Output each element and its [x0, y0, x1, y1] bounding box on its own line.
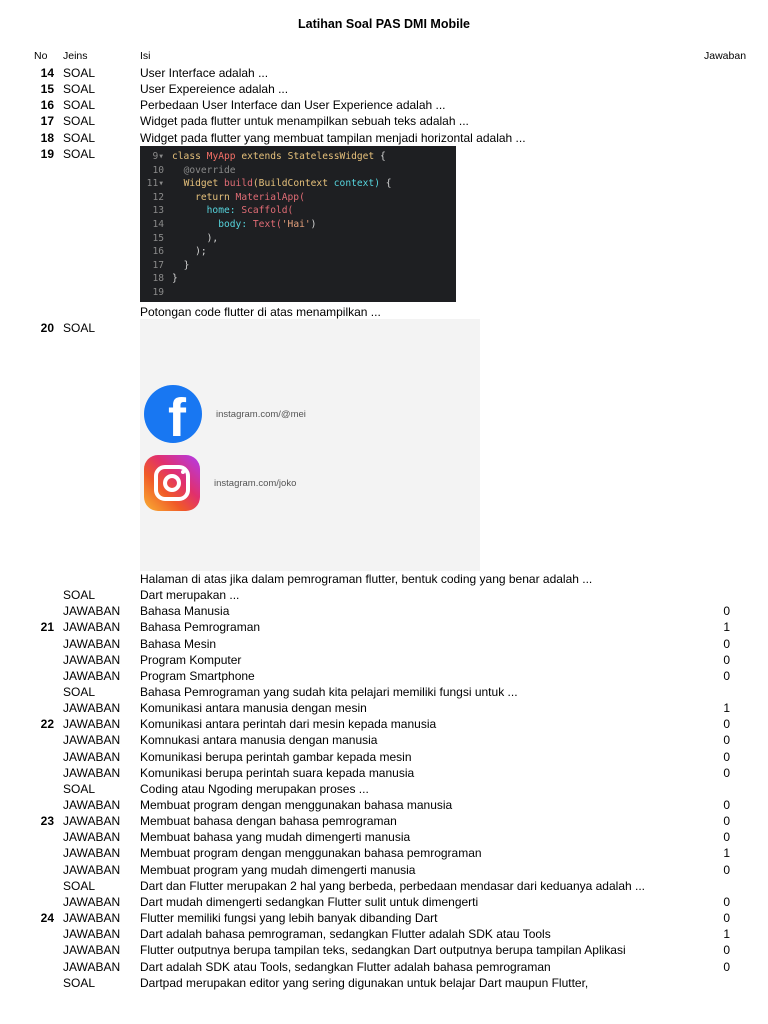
row-type: JAWABAN [63, 846, 121, 861]
row-type: SOAL [63, 131, 96, 145]
row-number: 18 [40, 131, 54, 145]
row-answer: 0 [723, 814, 730, 829]
row-answer: 0 [723, 733, 730, 748]
type-name: StatelessWidget [287, 151, 375, 162]
table-row [0, 845, 768, 861]
row-content: Membuat program yang mudah dimengerti manusia [140, 862, 416, 877]
keyword: class [172, 151, 201, 162]
row-content: Dart mudah dimengerti sedangkan Flutter sulit untuk dimengerti [140, 894, 479, 909]
row-answer: 0 [723, 765, 730, 780]
row-type: JAWABAN [63, 733, 121, 748]
line-number: 13 [152, 205, 164, 217]
instagram-entry [144, 455, 296, 511]
row-type: JAWABAN [63, 652, 121, 667]
row-type: SOAL [63, 781, 96, 796]
table-row [0, 304, 768, 320]
facebook-icon: f [144, 385, 202, 443]
string-literal: 'Hai' [281, 218, 311, 230]
row-type: JAWABAN [63, 620, 121, 635]
row-content: Bahasa Pemrograman yang sudah kita pelajari memiliki fungsi untuk ... [140, 684, 518, 699]
row-number: 15 [40, 82, 54, 96]
keyword: extends [241, 151, 282, 162]
row-answer: 0 [723, 911, 730, 925]
table-row [0, 797, 768, 813]
row-type: SOAL [63, 66, 96, 80]
row-content: Membuat bahasa yang mudah dimengerti manusia [140, 830, 411, 845]
row-content: Komunikasi berupa perintah suara kepada manusia [140, 765, 415, 780]
table-row [0, 97, 768, 113]
function-name: Scaffold( [241, 205, 294, 217]
table-row [0, 668, 768, 684]
row-answer: 0 [723, 943, 730, 958]
table-row [0, 684, 768, 700]
table-row [0, 619, 768, 635]
row-type: SOAL [63, 878, 96, 893]
row-content: Halaman di atas jika dalam pemrograman flutter, bentuk coding yang benar adalah ... [140, 572, 593, 586]
punct: { [385, 178, 392, 190]
row-content: Bahasa Manusia [140, 604, 230, 619]
row-content: Dart merupakan ... [140, 588, 240, 602]
row-content: Widget pada flutter yang membuat tampilan menjadi horizontal adalah ... [140, 131, 526, 145]
row-content: Coding atau Ngoding merupakan proses ... [140, 781, 369, 796]
row-answer: 0 [723, 862, 730, 877]
row-number: 17 [40, 114, 54, 128]
table-row [0, 894, 768, 910]
row-content: Komunikasi antara manusia dengan mesin [140, 701, 367, 715]
punct: { [379, 151, 386, 162]
table-row [0, 732, 768, 748]
function-name: MaterialApp( [235, 191, 305, 203]
table-row [0, 910, 768, 926]
row-type: JAWABAN [63, 959, 121, 974]
row-type: JAWABAN [63, 749, 121, 764]
facebook-entry [144, 385, 306, 443]
line-number: 17 [152, 259, 164, 271]
punct: ); [195, 246, 207, 258]
row-type: JAWABAN [63, 701, 121, 715]
row-type: JAWABAN [63, 830, 121, 845]
row-number: 22 [40, 717, 54, 732]
row-type: SOAL [63, 684, 96, 699]
page-title: Latihan Soal PAS DMI Mobile [297, 17, 470, 31]
row-type: JAWABAN [63, 814, 121, 829]
row-type: JAWABAN [63, 798, 121, 812]
app-mockup [140, 319, 480, 571]
row-content: Dart adalah bahasa pemrograman, sedangkan Flutter adalah SDK atau Tools [140, 927, 551, 942]
row-answer: 1 [723, 927, 730, 942]
row-type: JAWABAN [63, 927, 121, 942]
row-number: 14 [40, 66, 54, 80]
table-row [0, 700, 768, 716]
table-row [0, 942, 768, 958]
row-content: Potongan code flutter di atas menampilkan ... [140, 305, 381, 319]
table-row [0, 652, 768, 668]
row-number: 19 [40, 147, 54, 161]
row-answer: 1 [723, 701, 730, 715]
row-number: 20 [40, 321, 54, 335]
header-jawaban: Jawaban [704, 50, 747, 62]
row-type: SOAL [63, 321, 96, 335]
row-content: Bahasa Mesin [140, 636, 217, 651]
row-number: 16 [40, 98, 54, 112]
row-content: Dartpad merupakan editor yang sering digunakan untuk belajar Dart maupun Flutter, [140, 975, 589, 990]
line-number: 9▾ [152, 151, 164, 162]
line-number: 14 [152, 218, 164, 230]
table-row [0, 81, 768, 97]
row-answer: 0 [723, 668, 730, 683]
line-number: 18 [152, 273, 164, 285]
row-number: 24 [40, 911, 54, 925]
line-number: 16 [152, 246, 164, 258]
row-type: SOAL [63, 98, 96, 112]
row-type: JAWABAN [63, 894, 121, 909]
punct: } [183, 259, 190, 271]
row-answer: 0 [723, 830, 730, 845]
row-type: JAWABAN [63, 636, 121, 651]
code-snippet [140, 146, 456, 302]
row-answer: 0 [723, 959, 730, 974]
punct: ), [206, 232, 219, 244]
row-type: JAWABAN [63, 604, 121, 619]
table-row [0, 603, 768, 619]
row-answer: 0 [723, 798, 730, 812]
row-answer: 0 [723, 636, 730, 651]
table-row [0, 749, 768, 765]
table-row [0, 959, 768, 975]
table-row [0, 130, 768, 146]
row-answer: 1 [723, 620, 730, 635]
param: context) [333, 178, 380, 190]
table-row [0, 716, 768, 732]
row-type: JAWABAN [63, 911, 121, 925]
row-type: JAWABAN [63, 943, 121, 958]
row-type: SOAL [63, 82, 96, 96]
instagram-label: instagram.com/joko [214, 477, 297, 489]
row-content: Komunikasi berupa perintah gambar kepada mesin [140, 749, 412, 764]
row-type: JAWABAN [63, 765, 121, 780]
row-answer: 0 [723, 604, 730, 619]
facebook-label: instagram.com/@mei [216, 408, 306, 420]
row-content: Dart dan Flutter merupakan 2 hal yang berbeda, perbedaan mendasar dari keduanya adalah ... [140, 878, 645, 893]
row-content: Membuat program dengan menggunakan bahasa manusia [140, 798, 453, 812]
row-answer: 0 [723, 894, 730, 909]
row-answer: 1 [723, 846, 730, 861]
header-isi: Isi [140, 50, 151, 62]
header-jenis: Jeins [63, 50, 88, 62]
property: body: [218, 218, 248, 230]
line-number: 10 [152, 164, 164, 176]
punct: } [172, 273, 178, 285]
line-number: 12 [152, 191, 164, 203]
row-type: JAWABAN [63, 717, 121, 732]
row-answer: 0 [723, 749, 730, 764]
row-type: SOAL [63, 114, 96, 128]
row-content: Program Komputer [140, 652, 242, 667]
row-type: SOAL [63, 975, 96, 990]
header-no: No [34, 50, 48, 62]
keyword: return [195, 191, 230, 203]
line-number: 19 [152, 286, 164, 298]
annotation: @override [183, 164, 236, 176]
punct: ) [310, 218, 317, 230]
row-type: SOAL [63, 147, 96, 161]
row-content: Perbedaan User Interface dan User Experience adalah ... [140, 98, 446, 112]
row-type: JAWABAN [63, 668, 121, 683]
row-content: Widget pada flutter untuk menampilkan sebuah teks adalah ... [140, 114, 469, 128]
table-row [0, 862, 768, 878]
table-row [0, 587, 768, 603]
table-row [0, 878, 768, 894]
line-number: 15 [152, 232, 164, 244]
row-content: User Expereience adalah ... [140, 82, 289, 96]
row-content: Dart adalah SDK atau Tools, sedangkan Flutter adalah bahasa pemrograman [140, 959, 551, 974]
row-content: Komunikasi antara perintah dari mesin kepada manusia [140, 717, 437, 732]
property: home: [206, 205, 236, 217]
row-answer: 0 [723, 717, 730, 732]
table-row [0, 781, 768, 797]
row-number: 23 [40, 814, 54, 829]
table-row [0, 975, 768, 991]
row-content: Program Smartphone [140, 668, 255, 683]
row-answer: 0 [723, 652, 730, 667]
function-name: Text( [252, 218, 282, 230]
table-row [0, 571, 768, 587]
table-row [0, 113, 768, 129]
row-type: JAWABAN [63, 862, 121, 877]
row-content: Komnukasi antara manusia dengan manusia [140, 733, 378, 748]
row-content: Bahasa Pemrograman [140, 620, 261, 635]
type-name: Widget [183, 178, 219, 190]
instagram-icon [144, 455, 200, 511]
type-name: (BuildContext [252, 178, 328, 190]
row-number: 21 [40, 620, 54, 635]
table-row [0, 65, 768, 81]
row-content: Flutter memiliki fungsi yang lebih banyak dibanding Dart [140, 911, 438, 925]
line-number: 11▾ [146, 178, 164, 190]
row-content: User Interface adalah ... [140, 66, 269, 80]
row-content: Flutter outputnya berupa tampilan teks, sedangkan Dart outputnya berupa tampilan Aplikasi [140, 943, 626, 958]
table-row [0, 926, 768, 942]
class-name: MyApp [206, 151, 236, 162]
table-row [0, 636, 768, 652]
row-type: SOAL [63, 588, 96, 602]
table-row [0, 765, 768, 781]
table-row [0, 813, 768, 829]
table-row [0, 829, 768, 845]
row-content: Membuat program dengan menggunakan bahasa pemrograman [140, 846, 482, 861]
row-content: Membuat bahasa dengan bahasa pemrograman [140, 814, 397, 829]
function-name: build [224, 178, 253, 190]
